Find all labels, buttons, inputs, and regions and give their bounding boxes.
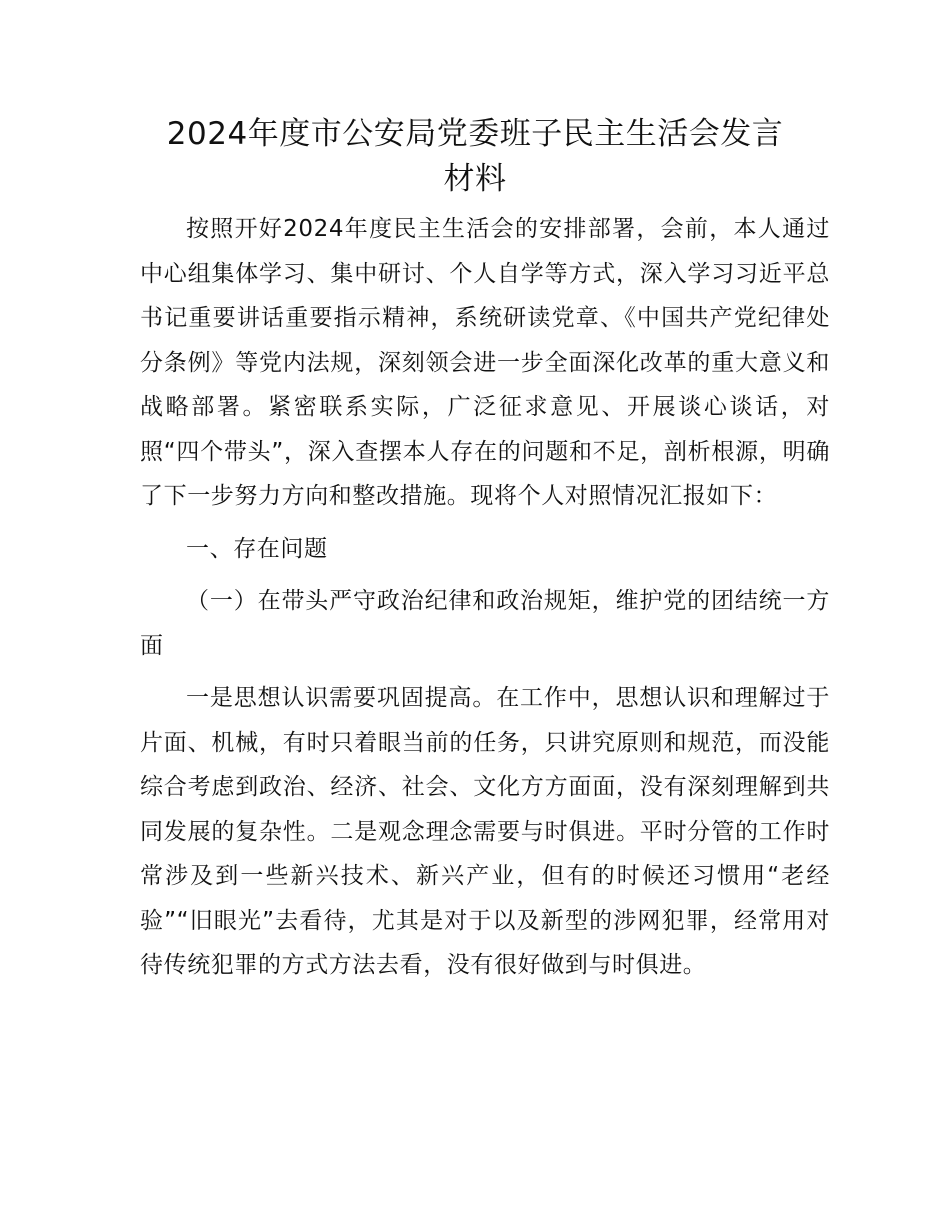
document-page — [140, 112, 830, 988]
document-title — [130, 112, 820, 202]
subsection-body-paragraph: 一是思想认识需要巩固提高。在工作中，思想认识和理解过于片面、机械，有时只着眼当前的任务，只讲究原则和规范，而没能综合考虑到政治、经济、社会、文化方方面面，没有深刻理解到共同发展的复杂性。二是观念理念需要与时俱进。平时分管的工作时常涉及到一些新兴技术、新兴产业，但有的时候还习惯用“老经验”“旧眼光”去看待，尤其是对于以及新型的涉网犯罪，经常用对待传统犯罪的方式方法去看，没有很好做到与时俱进。 — [140, 685, 830, 978]
subsection-heading-discipline: （一）在带头严守政治纪律和政治规矩，维护党的团结统一方面 — [140, 588, 830, 659]
title-line-2: 材料 — [443, 161, 507, 197]
section-heading-problems: 一、存在问题 — [186, 535, 328, 562]
intro-paragraph: 按照开好2024年度民主生活会的安排部署，会前，本人通过中心组集体学习、集中研讨、个人自学等方式，深入学习习近平总书记重要讲话重要指示精神，系统研读党章、《中国共产党纪律处分条例》等党内法规，深刻领会进一步全面深化改革的重大意义和战略部署。紧密联系实际，广泛征求意见、开展谈心谈话，对照“四个带头”，深入查摆本人存在的问题和不足，剖析根源，明确了下一步努力方向和整改措施。现将个人对照情况汇报如下： — [140, 216, 830, 509]
title-line-1: 2024年度市公安局党委班子民主生活会发言 — [166, 116, 784, 152]
